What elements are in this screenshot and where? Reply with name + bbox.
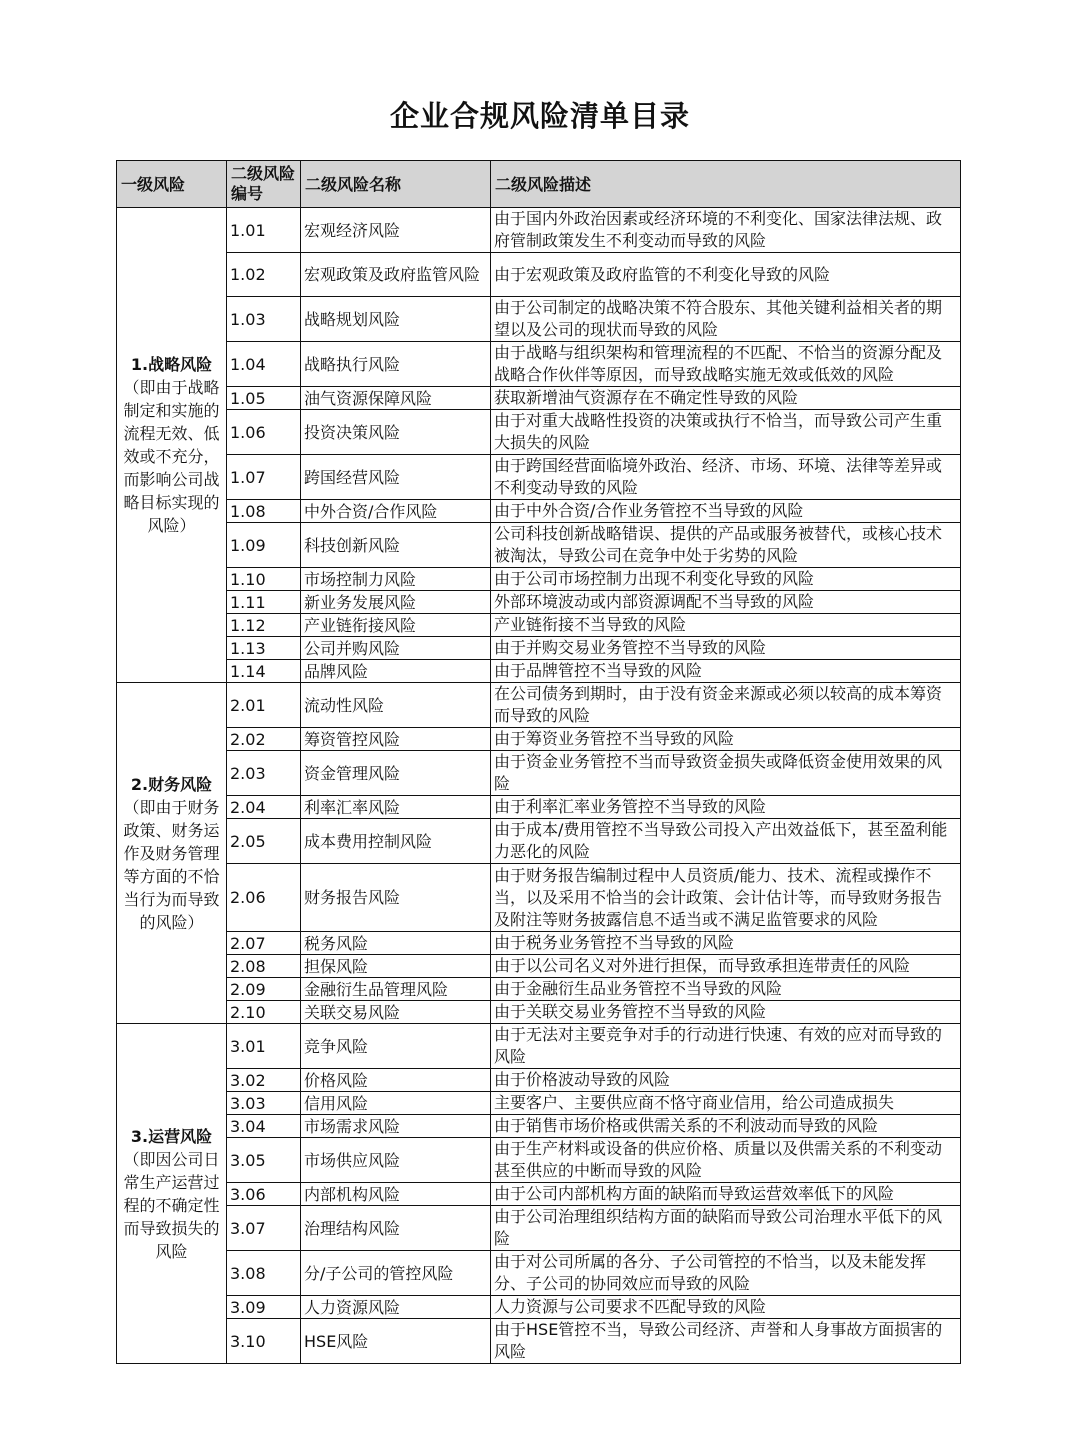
table-row: [117, 1069, 961, 1092]
risk-description-cell: 由于以公司名义对外进行担保，而导致承担连带责任的风险: [491, 955, 961, 978]
risk-code-cell: 2.07: [227, 932, 301, 955]
table-row: [117, 387, 961, 410]
risk-code-cell: 1.05: [227, 387, 301, 410]
risk-description-cell: 人力资源与公司要求不匹配导致的风险: [491, 1296, 961, 1319]
risk-description-cell: 由于筹资业务管控不当导致的风险: [491, 728, 961, 751]
risk-code-cell: 2.02: [227, 728, 301, 751]
risk-name-cell: 战略规划风险: [301, 297, 491, 342]
table-row: [117, 208, 961, 253]
risk-description-cell: 由于生产材料或设备的供应价格、质量以及供需关系的不利变动甚至供应的中断而导致的风险: [491, 1138, 961, 1183]
risk-description-cell: 由于关联交易业务管控不当导致的风险: [491, 1001, 961, 1024]
risk-description-cell: 由于公司市场控制力出现不利变化导致的风险: [491, 568, 961, 591]
risk-description-cell: 由于公司制定的战略决策不符合股东、其他关键利益相关者的期望以及公司的现状而导致的风险: [491, 297, 961, 342]
level1-risk-cell: [117, 208, 227, 683]
table-row: [117, 1251, 961, 1296]
risk-description-cell: 由于对重大战略性投资的决策或执行不恰当，而导致公司产生重大损失的风险: [491, 410, 961, 455]
risk-name-cell: 分/子公司的管控风险: [301, 1251, 491, 1296]
table-row: [117, 955, 961, 978]
level1-risk-title: 1.战略风险: [130, 355, 213, 374]
table-row: [117, 660, 961, 683]
risk-description-cell: 由于宏观政策及政府监管的不利变化导致的风险: [491, 253, 961, 297]
risk-description-cell: 由于金融衍生品业务管控不当导致的风险: [491, 978, 961, 1001]
risk-code-cell: 1.07: [227, 455, 301, 500]
level1-risk-title: 3.运营风险: [130, 1126, 213, 1146]
risk-name-cell: 公司并购风险: [301, 637, 491, 660]
risk-code-cell: 1.01: [227, 208, 301, 253]
table-row: [117, 523, 961, 568]
risk-code-cell: 1.14: [227, 660, 301, 683]
risk-name-cell: 科技创新风险: [301, 523, 491, 568]
table-row: [117, 591, 961, 614]
level1-risk-description: （即由于战略制定和实施的流程无效、低效或不充分，而影响公司战略目标实现的风险）: [123, 378, 220, 535]
risk-name-cell: 战略执行风险: [301, 342, 491, 387]
risk-description-cell: 由于资金业务管控不当而导致资金损失或降低资金使用效果的风险: [491, 751, 961, 796]
risk-code-cell: 1.13: [227, 637, 301, 660]
risk-code-cell: 3.05: [227, 1138, 301, 1183]
risk-name-cell: 价格风险: [301, 1069, 491, 1092]
risk-code-cell: 1.10: [227, 568, 301, 591]
header-description: 二级风险描述: [491, 161, 961, 208]
risk-name-cell: 财务报告风险: [301, 864, 491, 932]
risk-code-cell: 1.02: [227, 253, 301, 297]
risk-code-cell: 1.04: [227, 342, 301, 387]
risk-code-cell: 1.09: [227, 523, 301, 568]
risk-table: [116, 160, 961, 1364]
table-row: [117, 1319, 961, 1364]
table-row: [117, 1115, 961, 1138]
risk-description-cell: 由于税务业务管控不当导致的风险: [491, 932, 961, 955]
table-row: [117, 978, 961, 1001]
risk-description-cell: 由于利率汇率业务管控不当导致的风险: [491, 796, 961, 819]
level1-risk-description: （即由于财务政策、财务运作及财务管理等方面的不恰当行为而导致的风险）: [123, 797, 220, 932]
risk-description-cell: 由于中外合资/合作业务管控不当导致的风险: [491, 500, 961, 523]
risk-name-cell: 市场需求风险: [301, 1115, 491, 1138]
table-row: [117, 1206, 961, 1251]
table-row: [117, 683, 961, 728]
header-name: 二级风险名称: [301, 161, 491, 208]
header-code: 二级风险编号: [227, 161, 301, 208]
risk-name-cell: 油气资源保障风险: [301, 387, 491, 410]
risk-name-cell: 市场控制力风险: [301, 568, 491, 591]
risk-description-cell: 获取新增油气资源存在不确定性导致的风险: [491, 387, 961, 410]
table-row: [117, 864, 961, 932]
table-row: [117, 455, 961, 500]
risk-name-cell: 税务风险: [301, 932, 491, 955]
header-row: [117, 161, 961, 208]
risk-name-cell: 投资决策风险: [301, 410, 491, 455]
risk-code-cell: 2.09: [227, 978, 301, 1001]
table-body: [117, 208, 961, 1364]
table-row: [117, 342, 961, 387]
risk-description-cell: 由于国内外政治因素或经济环境的不利变化、国家法律法规、政府管制政策发生不利变动而导致的风险: [491, 208, 961, 253]
risk-code-cell: 3.06: [227, 1183, 301, 1206]
risk-code-cell: 2.01: [227, 683, 301, 728]
risk-description-cell: 由于HSE管控不当，导致公司经济、声誉和人身事故方面损害的风险: [491, 1319, 961, 1364]
risk-name-cell: 品牌风险: [301, 660, 491, 683]
risk-name-cell: 流动性风险: [301, 683, 491, 728]
table-row: [117, 1092, 961, 1115]
risk-description-cell: 公司科技创新战略错误、提供的产品或服务被替代，或核心技术被淘汰，导致公司在竞争中处于劣势的风险: [491, 523, 961, 568]
risk-name-cell: 关联交易风险: [301, 1001, 491, 1024]
risk-code-cell: 1.06: [227, 410, 301, 455]
table-row: [117, 637, 961, 660]
risk-name-cell: 成本费用控制风险: [301, 819, 491, 864]
risk-code-cell: 2.03: [227, 751, 301, 796]
risk-description-cell: 产业链衔接不当导致的风险: [491, 614, 961, 637]
table-row: [117, 500, 961, 523]
risk-name-cell: HSE风险: [301, 1319, 491, 1364]
risk-description-cell: 主要客户、主要供应商不恪守商业信用，给公司造成损失: [491, 1092, 961, 1115]
risk-description-cell: 由于公司治理组织结构方面的缺陷而导致公司治理水平低下的风险: [491, 1206, 961, 1251]
risk-description-cell: 由于对公司所属的各分、子公司管控的不恰当，以及未能发挥分、子公司的协同效应而导致的风险: [491, 1251, 961, 1296]
risk-code-cell: 2.10: [227, 1001, 301, 1024]
risk-description-cell: 外部环境波动或内部资源调配不当导致的风险: [491, 591, 961, 614]
risk-description-cell: 由于战略与组织架构和管理流程的不匹配、不恰当的资源分配及战略合作伙伴等原因，而导致战略实施无效或低效的风险: [491, 342, 961, 387]
risk-code-cell: 3.10: [227, 1319, 301, 1364]
risk-description-cell: 由于财务报告编制过程中人员资质/能力、技术、流程或操作不当，以及采用不恰当的会计政策、会计估计等，而导致财务报告及附注等财务披露信息不适当或不满足监管要求的风险: [491, 864, 961, 932]
risk-name-cell: 金融衍生品管理风险: [301, 978, 491, 1001]
risk-description-cell: 由于跨国经营面临境外政治、经济、市场、环境、法律等差异或不利变动导致的风险: [491, 455, 961, 500]
level1-risk-title: 2.财务风险: [130, 774, 213, 794]
risk-description-cell: 由于品牌管控不当导致的风险: [491, 660, 961, 683]
table-row: [117, 819, 961, 864]
risk-description-cell: 由于无法对主要竞争对手的行动进行快速、有效的应对而导致的风险: [491, 1024, 961, 1069]
table-row: [117, 410, 961, 455]
risk-name-cell: 治理结构风险: [301, 1206, 491, 1251]
table-row: [117, 751, 961, 796]
table-row: [117, 1296, 961, 1319]
risk-code-cell: 3.01: [227, 1024, 301, 1069]
table-row: [117, 568, 961, 591]
risk-description-cell: 由于价格波动导致的风险: [491, 1069, 961, 1092]
risk-description-cell: 由于成本/费用管控不当导致公司投入产出效益低下，甚至盈利能力恶化的风险: [491, 819, 961, 864]
risk-name-cell: 市场供应风险: [301, 1138, 491, 1183]
level1-risk-cell: [117, 1024, 227, 1364]
risk-name-cell: 信用风险: [301, 1092, 491, 1115]
risk-description-cell: 由于公司内部机构方面的缺陷而导致运营效率低下的风险: [491, 1183, 961, 1206]
risk-code-cell: 1.11: [227, 591, 301, 614]
risk-name-cell: 筹资管控风险: [301, 728, 491, 751]
risk-code-cell: 1.08: [227, 500, 301, 523]
risk-name-cell: 产业链衔接风险: [301, 614, 491, 637]
risk-name-cell: 担保风险: [301, 955, 491, 978]
risk-code-cell: 2.08: [227, 955, 301, 978]
risk-name-cell: 新业务发展风险: [301, 591, 491, 614]
table-row: [117, 728, 961, 751]
risk-code-cell: 2.05: [227, 819, 301, 864]
table-row: [117, 1138, 961, 1183]
table-row: [117, 796, 961, 819]
risk-code-cell: 3.02: [227, 1069, 301, 1092]
header-level1: 一级风险: [117, 161, 227, 208]
risk-code-cell: 3.09: [227, 1296, 301, 1319]
risk-name-cell: 中外合资/合作风险: [301, 500, 491, 523]
risk-code-cell: 3.08: [227, 1251, 301, 1296]
risk-code-cell: 3.04: [227, 1115, 301, 1138]
risk-name-cell: 跨国经营风险: [301, 455, 491, 500]
risk-code-cell: 3.03: [227, 1092, 301, 1115]
risk-name-cell: 资金管理风险: [301, 751, 491, 796]
table-row: [117, 932, 961, 955]
risk-name-cell: 宏观经济风险: [301, 208, 491, 253]
risk-code-cell: 1.12: [227, 614, 301, 637]
table-row: [117, 297, 961, 342]
risk-code-cell: 2.06: [227, 864, 301, 932]
risk-code-cell: 1.03: [227, 297, 301, 342]
table-row: [117, 1001, 961, 1024]
table-row: [117, 253, 961, 297]
risk-name-cell: 竞争风险: [301, 1024, 491, 1069]
risk-description-cell: 在公司债务到期时，由于没有资金来源或必须以较高的成本筹资而导致的风险: [491, 683, 961, 728]
risk-name-cell: 人力资源风险: [301, 1296, 491, 1319]
level1-risk-cell: [117, 683, 227, 1024]
page-title: 企业合规风险清单目录: [389, 99, 690, 133]
risk-code-cell: 3.07: [227, 1206, 301, 1251]
risk-description-cell: 由于并购交易业务管控不当导致的风险: [491, 637, 961, 660]
risk-name-cell: 内部机构风险: [301, 1183, 491, 1206]
table-row: [117, 1183, 961, 1206]
level1-risk-description: （即因公司日常生产运营过程的不确定性而导致损失的风险: [123, 1149, 220, 1261]
table-row: [117, 1024, 961, 1069]
risk-code-cell: 2.04: [227, 796, 301, 819]
table-row: [117, 614, 961, 637]
risk-name-cell: 宏观政策及政府监管风险: [301, 253, 491, 297]
risk-description-cell: 由于销售市场价格或供需关系的不利波动而导致的风险: [491, 1115, 961, 1138]
risk-name-cell: 利率汇率风险: [301, 796, 491, 819]
